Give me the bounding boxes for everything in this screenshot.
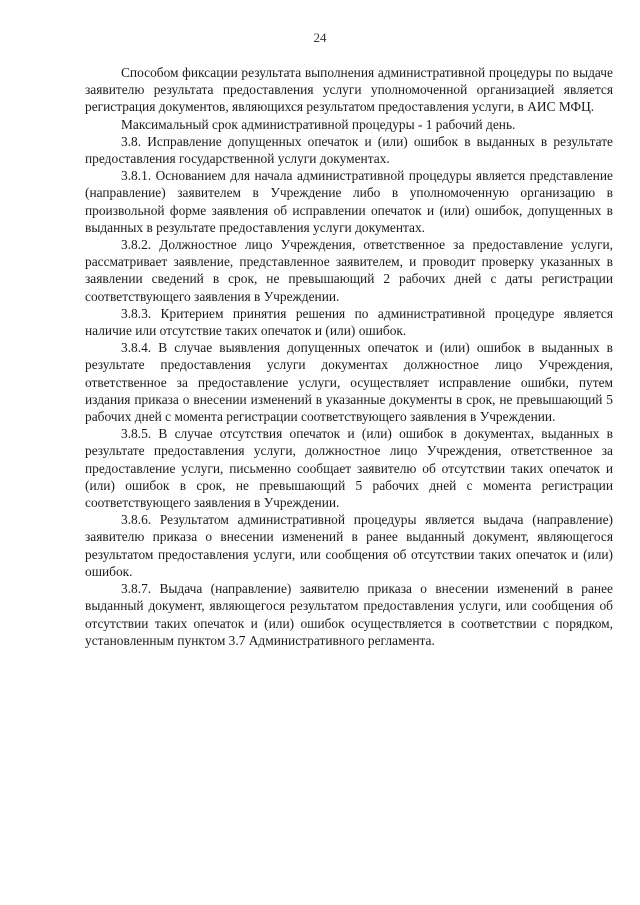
paragraph-3-8-5: 3.8.5. В случае отсутствия опечаток и (или) ошибок в документах, выданных в результате предоставления услуги, должностное лицо Учреждения, ответственное за предоставление услуги, письменно сообщает заявителю об отсутствии таких опечаток и (или) ошибок в срок, не превышающий 5 рабочих дней с момента регистрации соответствующего заявления в Учреждении.: [85, 426, 613, 511]
document-body: [85, 64, 613, 649]
paragraph-3-8: 3.8. Исправление допущенных опечаток и (или) ошибок в выданных в результате предоставления государственной услуги документах.: [85, 133, 613, 167]
paragraph-3-8-7: 3.8.7. Выдача (направление) заявителю приказа о внесении изменений в ранее выданный документ, являющегося результатом предоставления услуги, или сообщения об отсутствии таких опечаток и (или) ошибок осуществляется в соответствии с порядком, установленным пунктом 3.7 Административного регламента.: [85, 581, 613, 648]
paragraph-fixation-method: Способом фиксации результата выполнения административной процедуры по выдаче заявителю результата предоставления услуги уполномоченной организацией является регистрация документов, являющихся результатом предоставления услуги, в АИС МФЦ.: [85, 65, 613, 115]
page-number: 24: [313, 30, 327, 45]
paragraph-3-8-4: 3.8.4. В случае выявления допущенных опечаток и (или) ошибок в выданных в результате предоставления услуги документах должностное лицо Учреждения, ответственное за предоставление услуги, осуществляет исправление ошибки, путем издания приказа о внесении изменений в указанные документы в срок, не превышающий 5 рабочих дней с момента регистрации соответствующего заявления в Учреждении.: [85, 340, 613, 425]
paragraph-3-8-3: 3.8.3. Критерием принятия решения по административной процедуре является наличие или отсутствие таких опечаток и (или) ошибок.: [85, 305, 613, 339]
paragraph-3-8-6: 3.8.6. Результатом административной процедуры является выдача (направление) заявителю приказа о внесении изменений в ранее выданный документ, являющегося результатом предоставления услуги, или сообщения об отсутствии таких опечаток и (или) ошибок.: [85, 512, 613, 579]
paragraph-max-term: Максимальный срок административной процедуры - 1 рабочий день.: [121, 116, 516, 132]
paragraph-3-8-1: 3.8.1. Основанием для начала административной процедуры является представление (направление) заявителем в Учреждение либо в уполномоченную организацию в произвольной форме заявления об исправлении опечаток и (или) ошибок, допущенных в выданных в результате предоставления услуги документах.: [85, 168, 613, 235]
paragraph-3-8-2: 3.8.2. Должностное лицо Учреждения, ответственное за предоставление услуги, рассматривает заявление, представленное заявителем, и проводит проверку указанных в заявлении сведений в срок, не превышающий 2 рабочих дней с даты регистрации соответствующего заявления в Учреждении.: [85, 237, 613, 304]
